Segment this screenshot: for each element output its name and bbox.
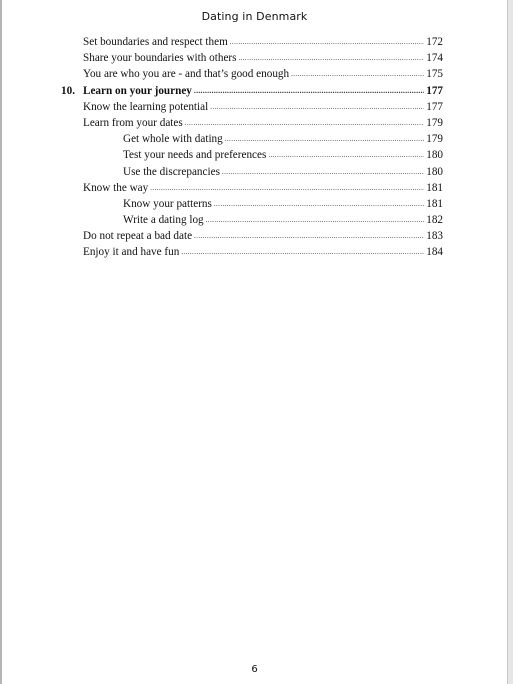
toc-chapter-page: 177 xyxy=(426,84,443,97)
toc-subentry-title: Know your patterns xyxy=(123,197,212,210)
toc-subentry[interactable] xyxy=(61,213,443,229)
toc-entry[interactable] xyxy=(61,181,443,197)
toc-entry[interactable] xyxy=(61,100,443,116)
dot-leader xyxy=(291,67,424,77)
toc-subentry-title: Write a dating log xyxy=(123,214,204,227)
toc-subentry[interactable] xyxy=(61,197,443,213)
toc-entry-title: Know the learning potential xyxy=(83,100,209,113)
toc-subentry-page: 181 xyxy=(426,197,443,210)
toc-subentry[interactable] xyxy=(61,165,443,181)
toc-subentry-page: 180 xyxy=(426,149,443,162)
toc-entry[interactable] xyxy=(61,51,443,67)
toc-entry-title: You are who you are - and that’s good enough xyxy=(83,68,290,81)
toc-entry-title: Enjoy it and have fun xyxy=(83,246,180,259)
page-number: 6 xyxy=(251,664,258,675)
toc-entry[interactable] xyxy=(61,229,443,245)
toc-entry-page: 174 xyxy=(426,52,443,65)
table-of-contents xyxy=(61,35,443,262)
toc-chapter-title: Learn on your journey xyxy=(83,84,192,97)
toc-entry-page: 183 xyxy=(426,230,443,243)
toc-chapter-number: 10. xyxy=(61,84,75,97)
toc-entry-title: Share your boundaries with others xyxy=(83,52,237,65)
toc-subentry-page: 179 xyxy=(426,133,443,146)
toc-entry-page: 184 xyxy=(426,246,443,259)
toc-subentry-page: 180 xyxy=(426,165,443,178)
toc-entry[interactable] xyxy=(61,35,443,51)
dot-leader xyxy=(210,100,424,110)
toc-subentry-title: Use the discrepancies xyxy=(123,165,220,178)
toc-entry-page: 179 xyxy=(426,116,443,129)
toc-subentry[interactable] xyxy=(61,148,443,164)
toc-entry[interactable] xyxy=(61,67,443,83)
toc-entry-title: Know the way xyxy=(83,181,149,194)
dot-leader xyxy=(181,245,424,255)
dot-leader xyxy=(225,132,424,142)
toc-entry-page: 181 xyxy=(426,181,443,194)
dot-leader xyxy=(194,229,424,239)
toc-subentry-title: Get whole with dating xyxy=(123,133,223,146)
dot-leader xyxy=(214,197,424,207)
toc-entry-page: 177 xyxy=(426,100,443,113)
toc-entry[interactable] xyxy=(61,245,443,261)
dot-leader xyxy=(150,181,424,191)
dot-leader xyxy=(222,165,424,175)
dot-leader xyxy=(230,35,424,45)
dot-leader xyxy=(206,213,424,223)
toc-subentry-title: Test your needs and preferences xyxy=(123,149,267,162)
dot-leader xyxy=(268,148,424,158)
toc-subentry-page: 182 xyxy=(426,214,443,227)
toc-entry-title: Set boundaries and respect them xyxy=(83,36,228,48)
toc-entry-title: Learn from your dates xyxy=(83,116,183,129)
toc-chapter-entry[interactable] xyxy=(61,84,443,100)
dot-leader xyxy=(238,51,424,61)
toc-entry-title: Do not repeat a bad date xyxy=(83,230,193,243)
dot-leader xyxy=(185,116,424,126)
toc-entry-page: 175 xyxy=(426,68,443,81)
running-header: Dating in Denmark xyxy=(201,10,308,23)
dot-leader xyxy=(194,84,424,94)
toc-entry-page: 172 xyxy=(426,36,443,48)
toc-subentry[interactable] xyxy=(61,132,443,148)
toc-entry[interactable] xyxy=(61,116,443,132)
